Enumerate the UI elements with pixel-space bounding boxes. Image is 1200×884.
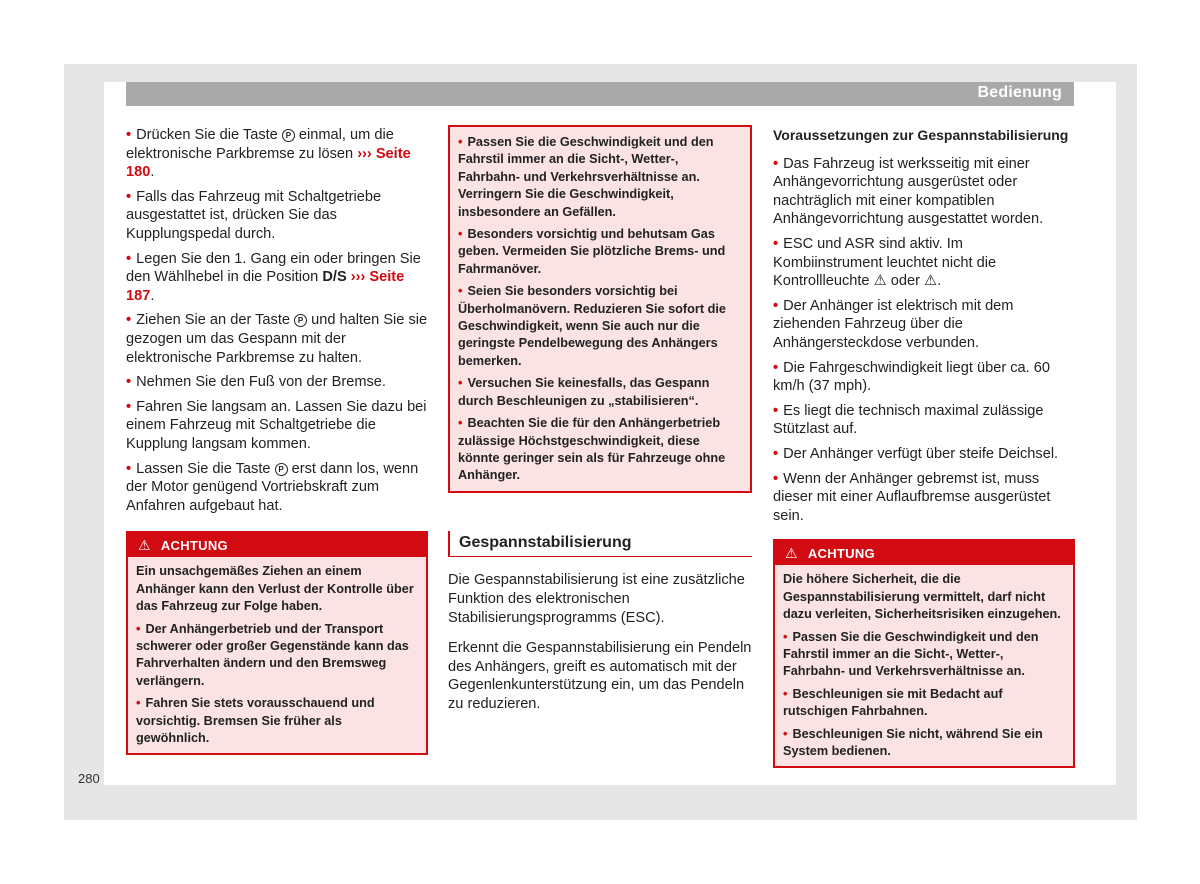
page-reference-link[interactable]: ››› Seite 187 bbox=[126, 269, 405, 304]
column-right bbox=[773, 126, 1075, 768]
warning-box bbox=[126, 531, 428, 755]
list-item: • Das Fahrzeug ist werksseitig mit einer Anhängevorrichtung ausgerüstet oder nachträglich mit einer kompatiblen Anhängevorrichtung ausgestattet worden. bbox=[773, 155, 1075, 229]
column-left bbox=[126, 126, 428, 755]
warning-heading: ACHTUNG bbox=[807, 546, 875, 562]
warning-point: • Der Anhängerbetrieb und der Transport schwerer oder großer Gegenstände kann das Fahrverhalten ändern und den Bremsweg verlängern. bbox=[136, 621, 418, 691]
paragraph: Die Gespannstabilisierung ist eine zusätzliche Funktion des elektronischen Stabilisierungsprogramms (ESC). bbox=[448, 572, 745, 626]
parking-brake-icon: P bbox=[275, 463, 288, 476]
column-middle bbox=[448, 125, 752, 719]
warning-triangle-icon: ⚠ bbox=[785, 545, 798, 562]
list-item: • Lassen Sie die Taste P erst dann los, wenn der Motor genügend Vortriebskraft zum Anfahren aufgebaut hat. bbox=[126, 460, 428, 516]
chapter-title: Bedienung bbox=[977, 84, 1062, 101]
warning-point: • Passen Sie die Geschwindigkeit und den Fahrstil immer an die Sicht-, Wetter-, Fahrbahn- und Verkehrsverhältnisse an. Verringern Sie die Geschwindigkeit, insbesondere an Gefällen. bbox=[458, 134, 742, 221]
list-item: • Es liegt die technisch maximal zulässige Stützlast auf. bbox=[773, 402, 1075, 439]
list-item: • Fahren Sie langsam an. Lassen Sie dazu bei einem Fahrzeug mit Schaltgetriebe die Kupplung langsam kommen. bbox=[126, 398, 428, 454]
chapter-header-bar bbox=[126, 82, 1074, 106]
list-item: • Legen Sie den 1. Gang ein oder bringen Sie den Wählhebel in die Position D/S ››› Seite 187. bbox=[126, 250, 428, 306]
warning-header bbox=[128, 533, 426, 557]
warning-box bbox=[773, 539, 1075, 768]
list-item: • Die Fahrgeschwindigkeit liegt über ca. 60 km/h (37 mph). bbox=[773, 359, 1075, 396]
page-number: 280 bbox=[78, 771, 100, 786]
list-item: • Der Anhänger ist elektrisch mit dem ziehenden Fahrzeug über die Anhängersteckdose verbunden. bbox=[773, 297, 1075, 353]
warning-intro: Die höhere Sicherheit, die die Gespannstabilisierung vermittelt, darf nicht dazu verleiten, Sicherheitsrisiken einzugehen. bbox=[783, 572, 1061, 622]
list-item: • Drücken Sie die Taste P einmal, um die elektronische Parkbremse zu lösen ››› Seite 180. bbox=[126, 126, 428, 182]
list-item: • Wenn der Anhänger gebremst ist, muss dieser mit einer Auflaufbremse ausgerüstet sein. bbox=[773, 470, 1075, 526]
subheading: Voraussetzungen zur Gespannstabilisierung bbox=[773, 127, 1069, 143]
warning-point: • Seien Sie besonders vorsichtig bei Überholmanövern. Reduzieren Sie sofort die Geschwindigkeit, wenn Sie auch nur die geringste Pendelbewegung des Anhängers bemerken. bbox=[458, 283, 742, 370]
warning-heading: ACHTUNG bbox=[160, 538, 228, 554]
section-title: Gespannstabilisierung bbox=[448, 531, 752, 558]
warning-point: • Passen Sie die Geschwindigkeit und den Fahrstil immer an die Sicht-, Wetter-, Fahrbahn- und Verkehrsverhältnisse an. bbox=[783, 629, 1065, 681]
list-item: • Nehmen Sie den Fuß von der Bremse. bbox=[126, 373, 428, 392]
list-item: • ESC und ASR sind aktiv. Im Kombiinstrument leuchtet nicht die Kontrollleuchte ⚠ oder ⚠. bbox=[773, 235, 1075, 291]
paragraph: Erkennt die Gespannstabilisierung ein Pendeln des Anhängers, greift es automatisch mit der Gegenlenkunterstützung ein, um das Pendeln zu reduzieren. bbox=[448, 640, 752, 712]
warning-point: • Beachten Sie die für den Anhängerbetrieb zulässige Höchstgeschwindigkeit, diese könnte geringer sein als für Fahrzeuge ohne Anhänger. bbox=[458, 415, 742, 485]
warning-intro: Ein unsachgemäßes Ziehen an einem Anhänger kann den Verlust der Kontrolle über das Fahrzeug zur Folge haben. bbox=[136, 564, 414, 614]
warning-point: • Versuchen Sie keinesfalls, das Gespann durch Beschleunigen zu „stabilisieren“. bbox=[458, 375, 742, 410]
warning-point: • Beschleunigen sie mit Bedacht auf rutschigen Fahrbahnen. bbox=[783, 686, 1065, 721]
parking-brake-icon: P bbox=[294, 314, 307, 327]
warning-header bbox=[775, 541, 1073, 565]
warning-box-continued bbox=[448, 125, 752, 493]
page-reference-link[interactable]: ››› Seite 180 bbox=[126, 145, 411, 181]
warning-point: • Besonders vorsichtig und behutsam Gas geben. Vermeiden Sie plötzliche Brems- und Fahrmanöver. bbox=[458, 226, 742, 278]
warning-triangle-icon: ⚠ bbox=[138, 537, 151, 554]
list-item: • Ziehen Sie an der Taste P und halten Sie sie gezogen um das Gespann mit der elektronische Parkbremse zu halten. bbox=[126, 311, 428, 367]
list-item: • Falls das Fahrzeug mit Schaltgetriebe ausgestattet ist, drücken Sie das Kupplungspedal durch. bbox=[126, 188, 428, 244]
warning-point: • Fahren Sie stets vorausschauend und vorsichtig. Bremsen Sie früher als gewöhnlich. bbox=[136, 695, 418, 747]
warning-point: • Beschleunigen Sie nicht, während Sie ein System bedienen. bbox=[783, 726, 1065, 761]
parking-brake-icon: P bbox=[282, 129, 295, 142]
list-item: • Der Anhänger verfügt über steife Deichsel. bbox=[773, 445, 1075, 464]
